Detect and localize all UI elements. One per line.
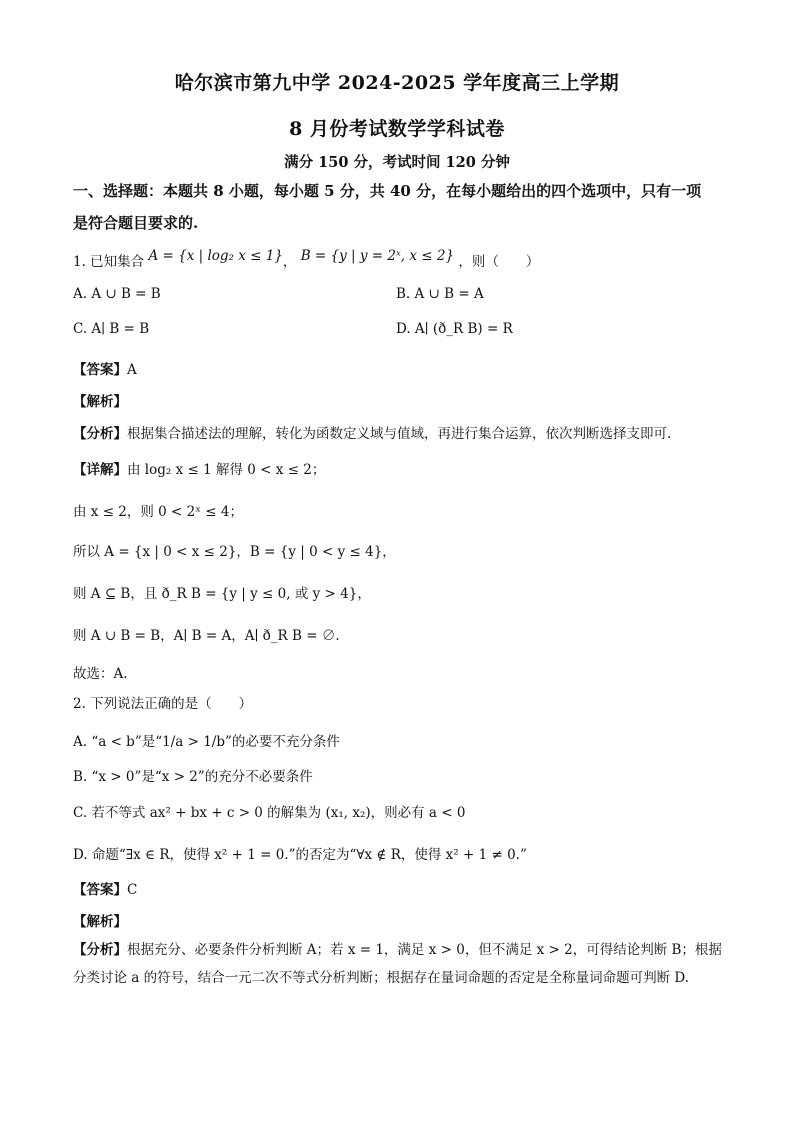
q1-detail-5: 则 A ∪ B = B，A∣ B = A，A∣ ð_R B = ∅. [73,628,340,644]
q1-detail-3: 所以 A = {x | 0 < x ≤ 2}，B = {y | 0 < y ≤ 4}， [73,544,396,560]
exam-title-line2: 8 月份考试数学学科试卷 [289,118,505,140]
q1-detail-1 [73,458,325,478]
detail-tag: 【详解】 [73,462,127,478]
q1-stem-prefix: 1. 已知集合 [73,254,145,270]
q1-option-b: B. A ∪ B = A [396,286,484,302]
q1-option-c: C. A∣ B = B [73,321,150,337]
q1-set-b: B = {y | y = 2ˣ, x ≤ 2} [300,248,455,264]
q2-stem: 2. 下列说法正确的是（ ） [73,696,253,712]
q2-option-c: C. 若不等式 ax² + bx + c > 0 的解集为 (x₁, x₂)，则必有 a < 0 [73,805,466,821]
q2-option-a: A. “a < b”是“1/a > 1/b”的必要不充分条件 [73,734,340,750]
q1-option-d: D. A∣ (ð_R B) = R [396,321,513,337]
q1-detail-1-text: 由 log₂ x ≤ 1 解得 0 < x ≤ 2； [127,462,326,478]
q1-conclusion: 故选：A. [73,666,128,682]
q1-detail-4: 则 A ⊆ B，且 ð_R B = {y | y ≤ 0, 或 y > 4}， [73,586,371,602]
exam-title-line1: 哈尔滨市第九中学 2024-2025 学年度高三上学期 [174,72,620,94]
exam-meta: 满分 150 分，考试时间 120 分钟 [284,154,510,171]
fenxi-tag: 【分析】 [73,942,127,958]
q2-answer [73,878,137,898]
q1-answer [73,358,137,378]
analysis-tag: 【解析】 [73,394,127,410]
q1-fenxi [73,422,671,442]
q1-detail-2: 由 x ≤ 2，则 0 < 2ˣ ≤ 4； [73,504,243,520]
section-heading: 一、选择题：本题共 8 小题，每小题 5 分，共 40 分，在每小题给出的四个选项中，只有一项是符合题目要求的. [73,182,702,232]
answer-tag: 【答案】 [73,362,127,378]
q1-analysis-tag [73,390,127,410]
q1-option-a: A. A ∪ B = B [73,286,161,302]
q2-analysis-tag [73,910,127,930]
q2-option-b: B. “x > 0”是“x > 2”的充分不必要条件 [73,769,313,785]
answer-tag: 【答案】 [73,882,127,898]
q2-option-d: D. 命题“∃x ∈ R，使得 x² + 1 = 0.”的否定为“∀x ∉ R，使得 x² + 1 ≠ 0.” [73,847,527,863]
q1-answer-value: A [127,362,137,378]
q1-stem: 1. 已知集合 A = {x | log₂ x ≤ 1}， B = {y | y = 2ˣ, x ≤ 2} ，则（ ） [73,248,540,270]
q2-fenxi-text: 根据充分、必要条件分析判断 A；若 x = 1，满足 x > 0，但不满足 x > 2，可得结论判断 B；根据分类讨论 a 的符号，结合一元二次不等式分析判断；根据存在量词命题的否定是全称量词命题可判断 D. [73,942,722,986]
q1-set-a: A = {x | log₂ x ≤ 1} [148,248,283,264]
q1-fenxi-text: 根据集合描述法的理解，转化为函数定义域与值域，再进行集合运算，依次判断选择支即可. [127,426,672,442]
q2-answer-value: C [127,882,138,898]
q2-fenxi [73,936,723,992]
analysis-tag: 【解析】 [73,914,127,930]
q1-stem-suffix: ，则（ ） [458,254,540,270]
fenxi-tag: 【分析】 [73,426,127,442]
